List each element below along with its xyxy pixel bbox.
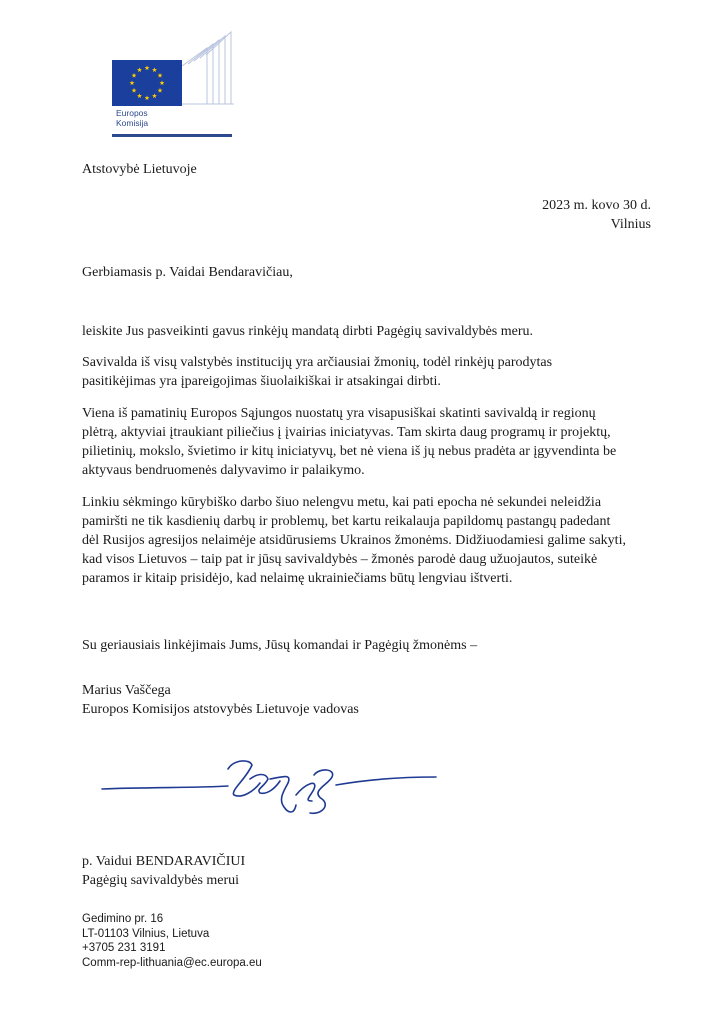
paragraph-2 xyxy=(82,353,652,391)
closing-line: Su geriausiais linkėjimais Jums, Jūsų komandai ir Pagėgių žmonėms – xyxy=(82,638,478,653)
phone-number: +3705 231 3191 xyxy=(82,942,166,954)
paragraph-3 xyxy=(82,404,652,480)
paragraph-line: kad visos Lietuvos – taip pat ir jūsų savivaldybės – žmonės parodė daug užuojautos, suteikė xyxy=(82,552,598,567)
paragraph-line: Linkiu sėkmingo kūrybiško darbo šiuo nelengvu metu, kai pati epocha nė sekundei neleidžia xyxy=(82,495,602,510)
contact-block xyxy=(82,912,262,970)
paragraph-line: pilietinių, mokslo, švietimo ir kitų iniciatyvų, bet nė viena iš jų nebus pradėta ar įgyvendinta be xyxy=(82,444,617,459)
logo-line-1: Europos xyxy=(116,108,148,118)
paragraph-line: pasitikėjimas yra įpareigojimas šiuolaikiškai ir atsakingai dirbti. xyxy=(82,374,441,389)
paragraph-line: leiskite Jus pasveikinti gavus rinkėjų mandatą dirbti Pagėgių savivaldybės meru. xyxy=(82,324,534,339)
email-address: Comm-rep-lithuania@ec.europa.eu xyxy=(82,956,262,969)
signer-name: Marius Vaščega xyxy=(82,683,171,698)
recipient-title: Pagėgių savivaldybės merui xyxy=(82,873,240,888)
recipient-name: p. Vaidui BENDARAVIČIUI xyxy=(82,854,246,869)
letter-place: Vilnius xyxy=(610,217,651,232)
paragraph-line: dėl Rusijos agresijos nelaimėje atsidūrusiems Ukrainos žmonėms. Didžiuodamiesi galime sakyti, xyxy=(82,533,626,548)
logo-line-2: Komisija xyxy=(116,118,149,128)
office-name: Atstovybė Lietuvoje xyxy=(82,162,197,177)
letter-date: 2023 m. kovo 30 d. xyxy=(542,198,651,213)
paragraph-line: aktyvaus bendruomenės dalyvavimo ir palaikymo. xyxy=(82,463,365,478)
paragraph-line: paramos ir kitaip prisidėjo, kad nelaimę ukrainiečiams būtų lengviau ištverti. xyxy=(82,571,513,586)
paragraph-line: pamiršti ne tik kasdienių darbų ir problemų, bet kartu reikalauja papildomų pastangų padedant xyxy=(82,514,611,529)
date-block xyxy=(542,196,651,234)
paragraph-line: Savivalda iš visų valstybės institucijų yra arčiausiai žmonių, todėl rinkėjų parodytas xyxy=(82,355,553,370)
recipient-block xyxy=(82,852,245,890)
signer-title: Europos Komisijos atstovybės Lietuvoje vadovas xyxy=(82,702,359,717)
paragraph-line: plėtrą, aktyviai įtraukiant piliečius į įvairias iniciatyvas. Tam skirta daug programų ir projektų, xyxy=(82,425,611,440)
address-city: LT-01103 Vilnius, Lietuva xyxy=(82,927,210,940)
paragraph-line: Viena iš pamatinių Europos Sąjungos nuostatų yra visapusiškai skatinti savivaldą ir regionų xyxy=(82,406,596,421)
greeting: Gerbiamasis p. Vaidai Bendaravičiau, xyxy=(82,265,293,280)
logo-underline xyxy=(112,134,232,137)
paragraph-1 xyxy=(82,322,652,341)
european-commission-logo xyxy=(112,30,240,138)
paragraph-4 xyxy=(82,493,652,588)
signer-block xyxy=(82,681,359,719)
logo-text xyxy=(116,108,148,128)
address-street: Gedimino pr. 16 xyxy=(82,913,164,925)
eu-flag-icon xyxy=(112,30,240,108)
handwritten-signature xyxy=(100,755,440,825)
